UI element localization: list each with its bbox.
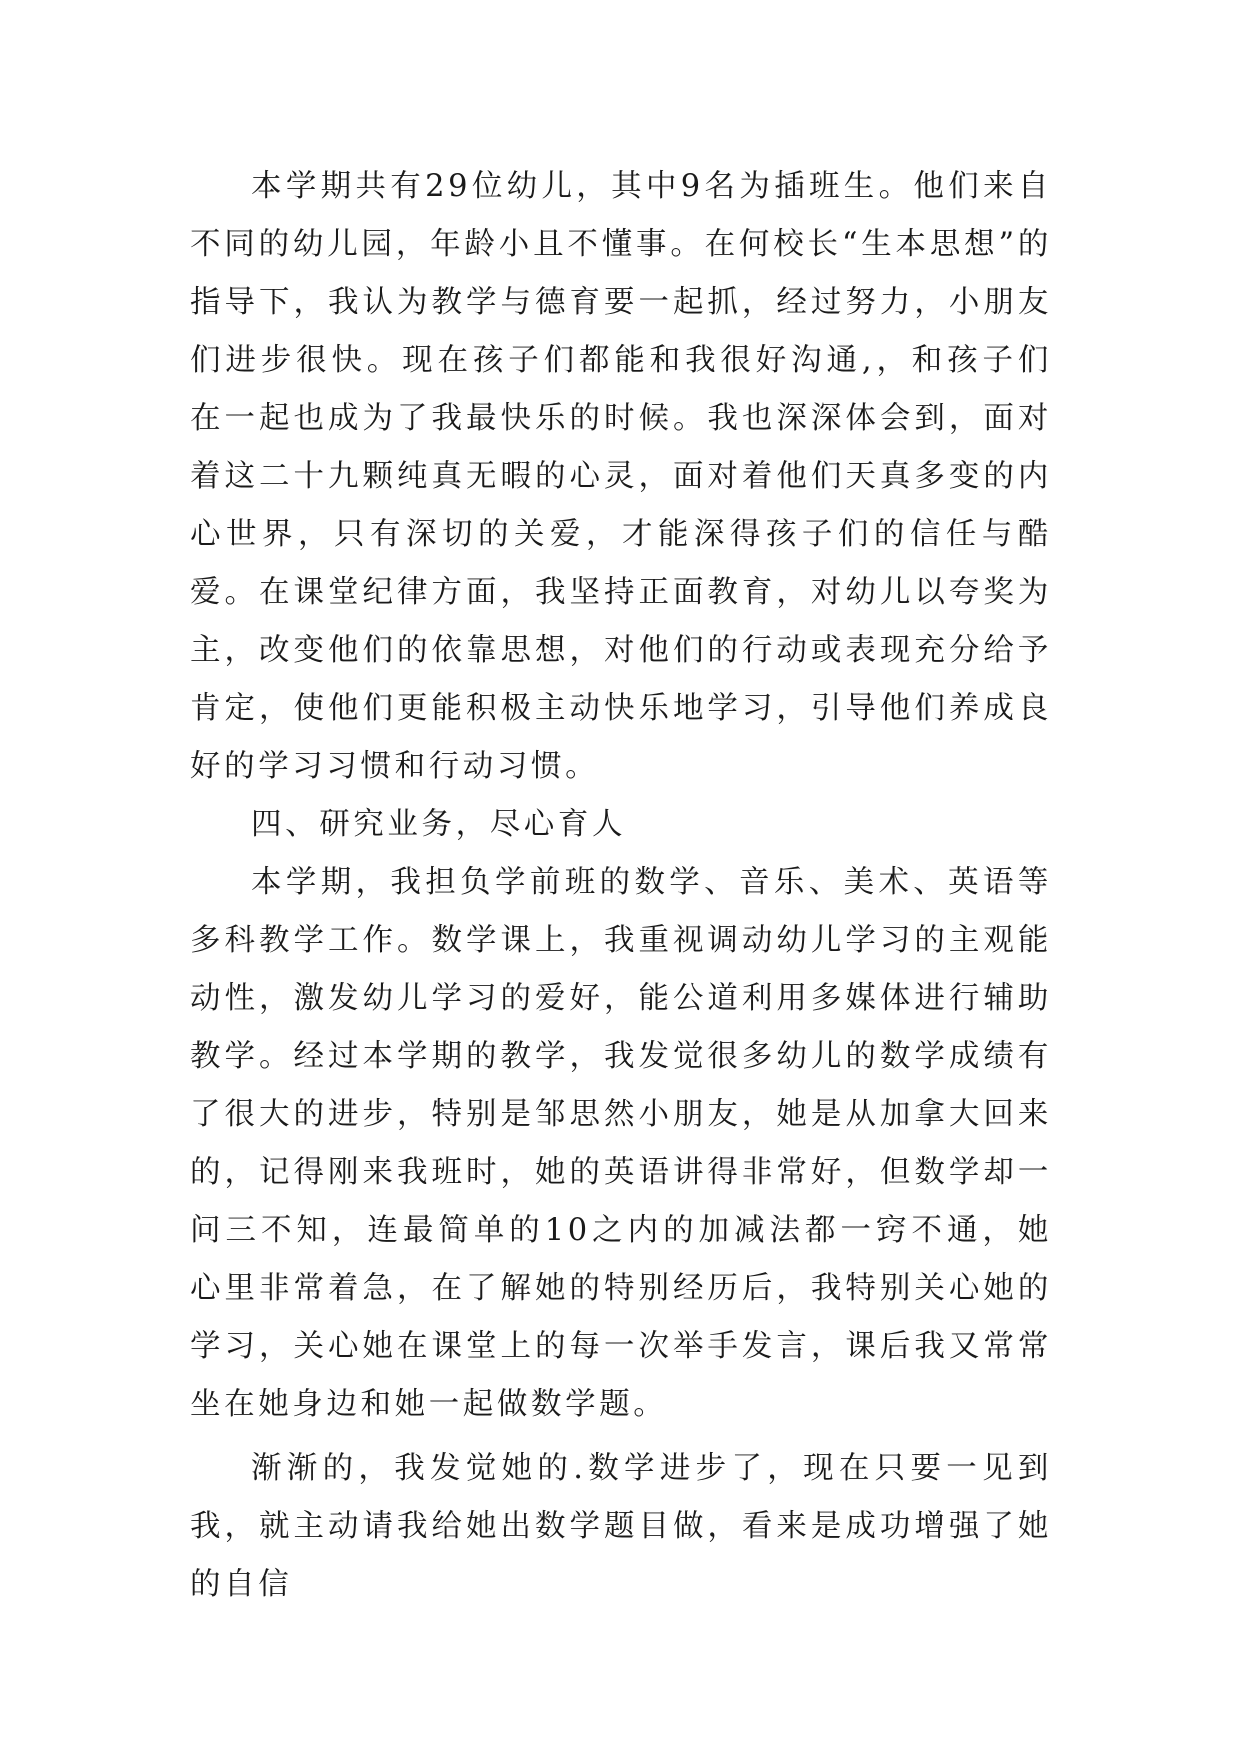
section-heading-research: 四、研究业务，尽心育人	[251, 807, 627, 842]
document-body	[190, 158, 1052, 1614]
paragraph-class-discipline: 本学期共有29位幼儿，其中9名为插班生。他们来自不同的幼儿园，年龄小且不懂事。在何校长“生本思想”的指导下，我认为教学与德育要一起抓，经过努力，小朋友们进步很快。现在孩子们都能和我很好沟通,，和孩子们在一起也成为了我最快乐的时候。我也深深体会到，面对着这二十九颗纯真无暇的心灵，面对着他们天真多变的内心世界，只有深切的关爱，才能深得孩子们的信任与酷爱。在课堂纪律方面，我坚持正面教育，对幼儿以夸奖为主，改变他们的依靠思想，对他们的行动或表现充分给予肯定，使他们更能积极主动快乐地学习，引导他们养成良好的学习习惯和行动习惯。	[190, 169, 1052, 784]
paragraph-teaching-work: 本学期，我担负学前班的数学、音乐、美术、英语等多科教学工作。数学课上，我重视调动幼儿学习的主观能动性，激发幼儿学习的爱好，能公道利用多媒体进行辅助教学。经过本学期的教学，我发觉很多幼儿的数学成绩有了很大的进步，特别是邹思然小朋友，她是从加拿大回来的，记得刚来我班时，她的英语讲得非常好，但数学却一问三不知，连最简单的10之内的加减法都一窍不通，她心里非常着急，在了解她的特别经历后，我特别关心她的学习，关心她在课堂上的每一次举手发言，课后我又常常坐在她身边和她一起做数学题。	[190, 865, 1052, 1422]
paragraph-student-progress: 渐渐的，我发觉她的.数学进步了，现在只要一见到我，就主动请我给她出数学题目做，看来是成功增强了她的自信	[190, 1451, 1052, 1602]
